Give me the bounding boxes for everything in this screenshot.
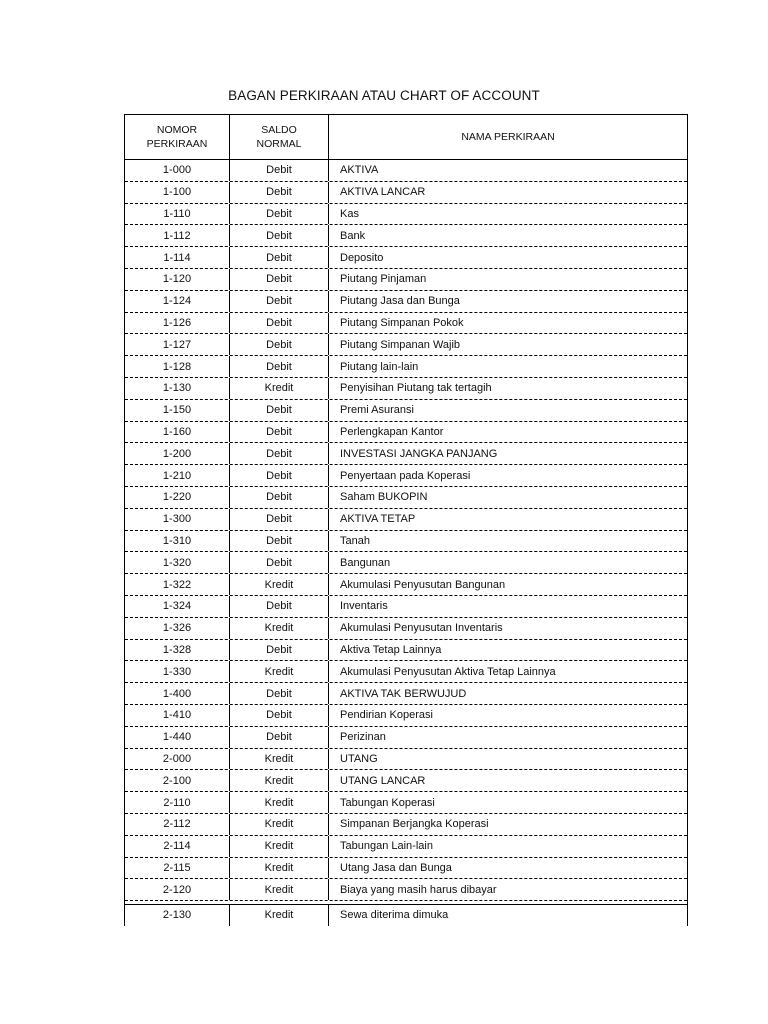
table-row bbox=[125, 661, 687, 683]
account-number-cell: 1-324 bbox=[125, 596, 230, 617]
account-name-cell: Piutang lain-lain bbox=[340, 360, 419, 373]
account-name-cell: Piutang Simpanan Pokok bbox=[340, 316, 464, 329]
table-row bbox=[125, 814, 687, 836]
header-nomor-line1: NOMOR bbox=[156, 124, 198, 136]
table-row bbox=[125, 160, 687, 182]
table-row bbox=[125, 422, 687, 444]
table-row bbox=[125, 487, 687, 509]
table-row bbox=[125, 225, 687, 247]
normal-balance-cell: Debit bbox=[230, 356, 329, 377]
account-name-cell: Akumulasi Penyusutan Aktiva Tetap Lainnya bbox=[340, 665, 556, 678]
normal-balance-cell: Debit bbox=[230, 509, 329, 530]
normal-balance-cell: Debit bbox=[230, 705, 329, 726]
table-row bbox=[125, 313, 687, 335]
account-number-cell: 2-100 bbox=[125, 770, 230, 791]
normal-balance-cell: Debit bbox=[230, 182, 329, 203]
account-name-cell: Inventaris bbox=[340, 600, 388, 613]
header-nomor-perkiraan bbox=[125, 115, 230, 159]
account-name-cell: Tabungan Koperasi bbox=[340, 796, 435, 809]
normal-balance-cell: Debit bbox=[230, 552, 329, 573]
normal-balance-cell: Debit bbox=[230, 487, 329, 508]
account-name-cell: Penyertaan pada Koperasi bbox=[340, 469, 471, 482]
account-number-cell: 1-322 bbox=[125, 574, 230, 595]
normal-balance-cell: Debit bbox=[230, 443, 329, 464]
normal-balance-cell: Kredit bbox=[230, 905, 329, 926]
table-row bbox=[125, 443, 687, 465]
normal-balance-cell: Debit bbox=[230, 291, 329, 312]
table-row bbox=[125, 269, 687, 291]
account-name-cell: Bangunan bbox=[340, 556, 391, 569]
normal-balance-cell: Debit bbox=[230, 683, 329, 704]
account-number-cell: 2-110 bbox=[125, 792, 230, 813]
table-row bbox=[125, 879, 687, 901]
normal-balance-cell: Kredit bbox=[230, 574, 329, 595]
account-name-cell: Premi Asuransi bbox=[340, 404, 414, 417]
account-name-cell: AKTIVA TETAP bbox=[340, 513, 416, 526]
normal-balance-cell: Debit bbox=[230, 596, 329, 617]
table-row bbox=[125, 904, 687, 926]
normal-balance-cell: Kredit bbox=[230, 814, 329, 835]
table-row bbox=[125, 683, 687, 705]
normal-balance-cell: Kredit bbox=[230, 378, 329, 399]
header-nama-perkiraan: NAMA PERKIRAAN bbox=[461, 131, 555, 143]
table-row bbox=[125, 618, 687, 640]
table-row bbox=[125, 770, 687, 792]
account-name-cell: Perlengkapan Kantor bbox=[340, 425, 444, 438]
normal-balance-cell: Debit bbox=[230, 160, 329, 181]
account-name-cell: Tabungan Lain-lain bbox=[340, 840, 433, 853]
account-number-cell: 1-120 bbox=[125, 269, 230, 290]
account-number-cell: 2-130 bbox=[125, 905, 230, 926]
account-name-cell: Simpanan Berjangka Koperasi bbox=[340, 818, 489, 831]
account-number-cell: 1-150 bbox=[125, 400, 230, 421]
account-name-cell: Utang Jasa dan Bunga bbox=[340, 861, 452, 874]
account-name-cell: Piutang Simpanan Wajib bbox=[340, 338, 461, 351]
account-number-cell: 1-300 bbox=[125, 509, 230, 530]
document-title: BAGAN PERKIRAAN ATAU CHART OF ACCOUNT bbox=[228, 88, 540, 103]
table-row bbox=[125, 400, 687, 422]
account-name-cell: AKTIVA bbox=[340, 164, 379, 177]
normal-balance-cell: Debit bbox=[230, 400, 329, 421]
table-row bbox=[125, 291, 687, 313]
account-number-cell: 1-112 bbox=[125, 225, 230, 246]
header-nomor-line2: PERKIRAAN bbox=[146, 138, 208, 150]
account-number-cell: 1-200 bbox=[125, 443, 230, 464]
chart-of-account-table bbox=[124, 114, 688, 926]
normal-balance-cell: Kredit bbox=[230, 858, 329, 879]
account-name-cell: Akumulasi Penyusutan Bangunan bbox=[340, 578, 506, 591]
account-number-cell: 1-400 bbox=[125, 683, 230, 704]
account-name-cell: AKTIVA LANCAR bbox=[340, 186, 426, 199]
account-number-cell: 1-326 bbox=[125, 618, 230, 639]
table-row bbox=[125, 247, 687, 269]
normal-balance-cell: Debit bbox=[230, 465, 329, 486]
account-number-cell: 2-000 bbox=[125, 749, 230, 770]
account-number-cell: 1-310 bbox=[125, 531, 230, 552]
normal-balance-cell: Kredit bbox=[230, 879, 329, 900]
account-name-cell: UTANG bbox=[340, 752, 378, 765]
header-saldo-line2: NORMAL bbox=[256, 138, 302, 150]
table-row bbox=[125, 640, 687, 662]
table-row bbox=[125, 727, 687, 749]
account-name-cell: Aktiva Tetap Lainnya bbox=[340, 643, 442, 656]
account-number-cell: 2-115 bbox=[125, 858, 230, 879]
account-number-cell: 1-440 bbox=[125, 727, 230, 748]
table-row bbox=[125, 465, 687, 487]
table-header bbox=[125, 115, 687, 160]
account-number-cell: 1-124 bbox=[125, 291, 230, 312]
normal-balance-cell: Debit bbox=[230, 640, 329, 661]
table-row bbox=[125, 705, 687, 727]
account-number-cell: 1-410 bbox=[125, 705, 230, 726]
account-number-cell: 1-126 bbox=[125, 313, 230, 334]
normal-balance-cell: Debit bbox=[230, 269, 329, 290]
table-row bbox=[125, 334, 687, 356]
account-number-cell: 1-100 bbox=[125, 182, 230, 203]
account-name-cell: Bank bbox=[340, 229, 366, 242]
table-body bbox=[125, 160, 687, 926]
normal-balance-cell: Debit bbox=[230, 727, 329, 748]
account-number-cell: 2-112 bbox=[125, 814, 230, 835]
account-name-cell: Saham BUKOPIN bbox=[340, 491, 428, 504]
normal-balance-cell: Kredit bbox=[230, 661, 329, 682]
account-number-cell: 1-114 bbox=[125, 247, 230, 268]
table-row bbox=[125, 204, 687, 226]
account-name-cell: Piutang Pinjaman bbox=[340, 273, 427, 286]
table-row bbox=[125, 749, 687, 771]
normal-balance-cell: Debit bbox=[230, 334, 329, 355]
account-number-cell: 1-127 bbox=[125, 334, 230, 355]
account-name-cell: INVESTASI JANGKA PANJANG bbox=[340, 447, 498, 460]
table-row bbox=[125, 378, 687, 400]
account-number-cell: 1-160 bbox=[125, 422, 230, 443]
account-name-cell: Penyisihan Piutang tak tertagih bbox=[340, 382, 492, 395]
normal-balance-cell: Debit bbox=[230, 247, 329, 268]
header-saldo-line1: SALDO bbox=[261, 124, 297, 136]
account-number-cell: 1-330 bbox=[125, 661, 230, 682]
account-name-cell: Perizinan bbox=[340, 731, 386, 744]
account-name-cell: Akumulasi Penyusutan Inventaris bbox=[340, 622, 503, 635]
normal-balance-cell: Debit bbox=[230, 204, 329, 225]
account-number-cell: 1-210 bbox=[125, 465, 230, 486]
account-number-cell: 1-220 bbox=[125, 487, 230, 508]
table-row bbox=[125, 596, 687, 618]
normal-balance-cell: Debit bbox=[230, 225, 329, 246]
table-row bbox=[125, 858, 687, 880]
account-number-cell: 1-128 bbox=[125, 356, 230, 377]
normal-balance-cell: Debit bbox=[230, 313, 329, 334]
table-row bbox=[125, 182, 687, 204]
normal-balance-cell: Kredit bbox=[230, 792, 329, 813]
table-row bbox=[125, 836, 687, 858]
table-row bbox=[125, 509, 687, 531]
account-number-cell: 1-000 bbox=[125, 160, 230, 181]
account-name-cell: Sewa diterima dimuka bbox=[340, 909, 449, 922]
table-row bbox=[125, 574, 687, 596]
account-number-cell: 1-328 bbox=[125, 640, 230, 661]
table-row bbox=[125, 792, 687, 814]
account-name-cell: Piutang Jasa dan Bunga bbox=[340, 295, 460, 308]
normal-balance-cell: Kredit bbox=[230, 836, 329, 857]
account-name-cell: Deposito bbox=[340, 251, 384, 264]
normal-balance-cell: Kredit bbox=[230, 618, 329, 639]
normal-balance-cell: Debit bbox=[230, 531, 329, 552]
table-row bbox=[125, 552, 687, 574]
account-name-cell: Biaya yang masih harus dibayar bbox=[340, 883, 497, 896]
normal-balance-cell: Kredit bbox=[230, 749, 329, 770]
account-name-cell: Kas bbox=[340, 207, 359, 220]
account-number-cell: 1-130 bbox=[125, 378, 230, 399]
normal-balance-cell: Kredit bbox=[230, 770, 329, 791]
account-number-cell: 2-120 bbox=[125, 879, 230, 900]
table-row bbox=[125, 356, 687, 378]
account-name-cell: AKTIVA TAK BERWUJUD bbox=[340, 687, 467, 700]
table-row bbox=[125, 531, 687, 553]
normal-balance-cell: Debit bbox=[230, 422, 329, 443]
account-name-cell: Tanah bbox=[340, 534, 370, 547]
account-name-cell: Pendirian Koperasi bbox=[340, 709, 433, 722]
account-number-cell: 2-114 bbox=[125, 836, 230, 857]
account-number-cell: 1-110 bbox=[125, 204, 230, 225]
account-name-cell: UTANG LANCAR bbox=[340, 774, 426, 787]
account-number-cell: 1-320 bbox=[125, 552, 230, 573]
header-saldo-normal bbox=[230, 115, 329, 159]
